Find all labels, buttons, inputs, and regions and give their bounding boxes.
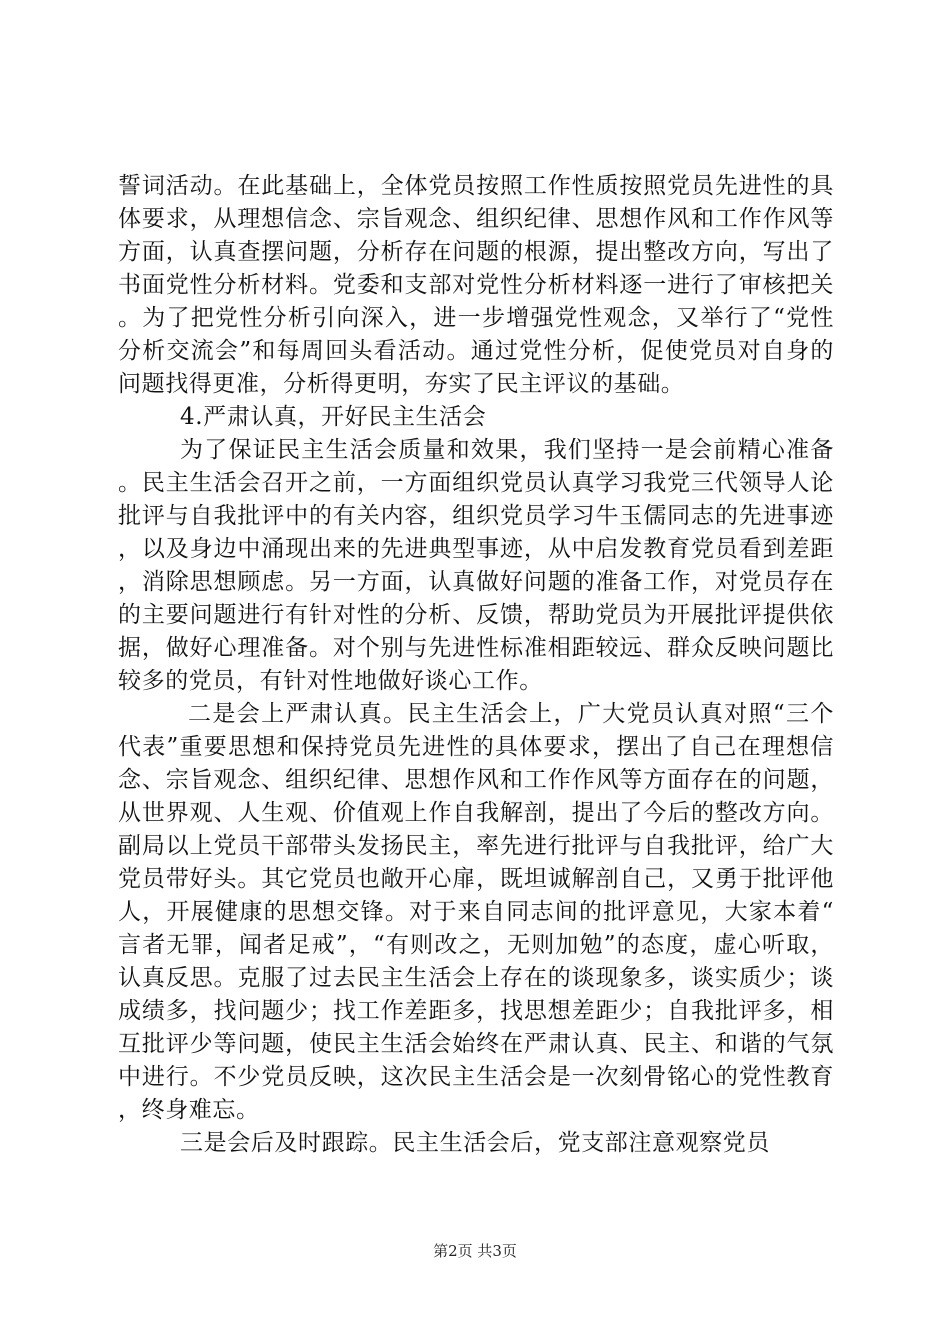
- paragraph-pre-meeting-preparation: 为了保证民主生活会质量和效果，我们坚持一是会前精心准备。民主生活会召开之前，一方面组织党员认真学习我党三代领导人论批评与自我批评中的有关内容，组织党员学习牛玉儒同志的先进事迹，以及身边中涌现出来的先进典型事迹，从中启发教育党员看到差距，消除思想顾虑。另一方面，认真做好问题的准备工作，对党员存在的主要问题进行有针对性的分析、反馈，帮助党员为开展批评提供依据，做好心理准备。对个别与先进性标准相距较远、群众反映问题比较多的党员，有针对性地做好谈心工作。: [118, 437, 834, 694]
- section-heading-democratic-life-meeting: 4.严肃认真，开好民主生活会: [180, 404, 487, 430]
- page-number-footer: 第2页 共3页: [433, 1242, 517, 1260]
- document-body: [118, 170, 834, 1160]
- paragraph-post-meeting-followup: 三是会后及时跟踪。民主生活会后，党支部注意观察党员: [180, 1130, 770, 1156]
- paragraph-meeting-seriousness: 二是会上严肃认真。民主生活会上，广大党员认真对照“三个代表”重要思想和保持党员先进性的具体要求，摆出了自己在理想信念、宗旨观念、组织纪律、思想作风和工作作风等方面存在的问题，从世界观、人生观、价值观上作自我解剖，提出了今后的整改方向。副局以上党员干部带头发扬民主，率先进行批评与自我批评，给广大党员带好头。其它党员也敞开心扉，既坦诚解剖自己，又勇于批评他人，开展健康的思想交锋。对于来自同志间的批评意见，大家本着“言者无罪，闻者足戒”，“有则改之，无则加勉”的态度，虚心听取，认真反思。克服了过去民主生活会上存在的谈现象多，谈实质少；谈成绩多，找问题少；找工作差距多，找思想差距少；自我批评多，相互批评少等问题，使民主生活会始终在严肃认真、民主、和谐的气氛中进行。不少党员反映，这次民主生活会是一次刻骨铭心的党性教育，终身难忘。: [118, 701, 834, 1123]
- paragraph-pledge-activity: 誓词活动。在此基础上，全体党员按照工作性质按照党员先进性的具体要求，从理想信念、宗旨观念、组织纪律、思想作风和工作作风等方面，认真查摆问题，分析存在问题的根源，提出整改方向，写出了书面党性分析材料。党委和支部对党性分析材料逐一进行了审核把关。为了把党性分析引向深入，进一步增强党性观念，又举行了“党性分析交流会”和每周回头看活动。通过党性分析，促使党员对自身的问题找得更准，分析得更明，夯实了民主评议的基础。: [118, 173, 834, 397]
